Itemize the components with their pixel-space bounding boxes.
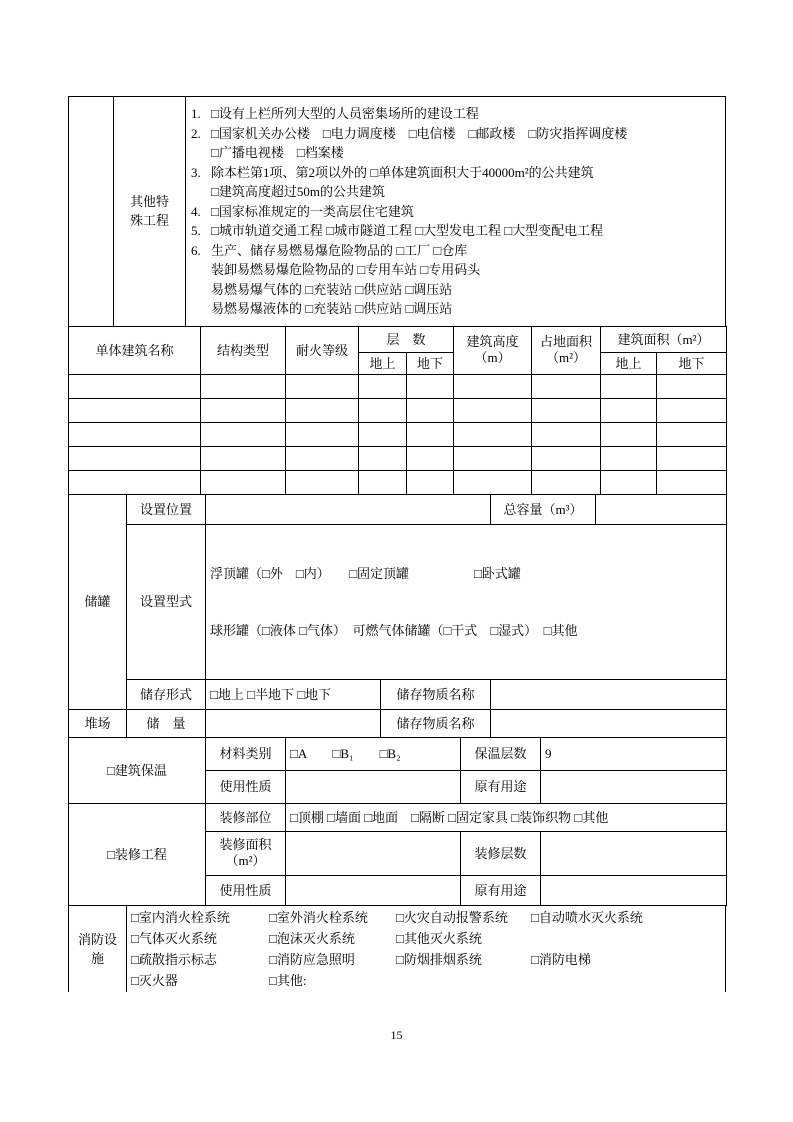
special-project-item	[191, 124, 721, 163]
checkbox-option[interactable]: □消防电梯	[531, 951, 591, 967]
building-cell-empty[interactable]	[407, 446, 454, 470]
tank-position-label: 设置位置	[127, 494, 206, 524]
decoration-original-use-value-cell[interactable]	[541, 875, 727, 905]
item-number: 2.	[191, 125, 201, 141]
fire-facilities-options	[127, 905, 726, 992]
checkbox-option[interactable]: □自动喷水灭火系统	[531, 909, 643, 925]
checkbox-options-line[interactable]: 浮顶罐（□外 □内） □固定顶罐 □卧式罐	[210, 565, 521, 581]
tank-type-label: 设置型式	[127, 524, 206, 679]
item-number: 5.	[191, 223, 201, 238]
building-cell-empty[interactable]	[601, 398, 657, 422]
fire-options-line	[131, 928, 721, 949]
fire-options-line	[131, 949, 721, 970]
tank-substance-name-value-cell[interactable]	[491, 679, 727, 709]
tank-substance-name-label: 储存物质名称	[381, 679, 491, 709]
building-cell-empty[interactable]	[69, 398, 201, 422]
insulation-row-label-checkbox[interactable]: □建筑保温	[69, 737, 206, 803]
building-cell-empty[interactable]	[454, 422, 532, 446]
checkbox-options-line[interactable]: 生产、储存易燃易爆危险物品的 □工厂 □仓库	[211, 242, 468, 258]
checkbox-option[interactable]: □疏散指示标志	[131, 951, 217, 967]
building-cell-empty[interactable]	[359, 470, 407, 494]
building-insulation-section	[68, 737, 727, 804]
special-project-item	[191, 241, 721, 319]
building-cell-empty[interactable]	[532, 398, 601, 422]
tank-total-capacity-value-cell[interactable]	[596, 494, 727, 524]
checkbox-option[interactable]: □防烟排烟系统	[396, 951, 482, 967]
decoration-row-label-checkbox[interactable]: □装修工程	[69, 803, 206, 905]
checkbox-options-line[interactable]: 除本栏第1项、第2项以外的 □单体建筑面积大于40000m²的公共建筑	[211, 164, 594, 180]
insulation-original-use-label: 原有用途	[461, 770, 541, 803]
header-floor-count: 层 数	[359, 326, 454, 352]
checkbox-options-line[interactable]: □城市轨道交通工程 □城市隧道工程 □大型发电工程 □大型变配电工程	[211, 223, 604, 238]
storage-tank-section	[68, 494, 727, 738]
header-fire-resistance-rating: 耐火等级	[286, 326, 359, 374]
decoration-usage-value-cell[interactable]	[286, 875, 461, 905]
checkbox-option[interactable]: □泡沫灭火系统	[269, 930, 355, 946]
insulation-usage-value-cell[interactable]	[286, 770, 461, 803]
checkbox-option[interactable]: □消防应急照明	[269, 951, 355, 967]
building-cell-empty[interactable]	[454, 470, 532, 494]
checkbox-option[interactable]: □灭火器	[131, 972, 178, 988]
building-info-table	[68, 326, 727, 495]
building-cell-empty[interactable]	[359, 374, 407, 398]
building-cell-empty[interactable]	[532, 446, 601, 470]
special-project-item	[191, 202, 721, 222]
checkbox-option[interactable]: □气体灭火系统	[131, 930, 217, 946]
tank-total-capacity-label: 总容量（m³）	[491, 494, 596, 524]
building-table-row	[69, 446, 727, 470]
building-cell-empty[interactable]	[69, 422, 201, 446]
fire-options-line	[131, 907, 721, 928]
checkbox-option[interactable]: □室外消火栓系统	[269, 909, 368, 925]
insulation-material-label: 材料类别	[206, 737, 286, 770]
checkbox-options-line[interactable]: □广播电视楼 □档案楼	[211, 145, 344, 160]
building-table-row	[69, 398, 727, 422]
header-floors-above: 地上	[359, 352, 407, 374]
building-table-row	[69, 470, 727, 494]
checkbox-option[interactable]: □火灾自动报警系统	[396, 909, 508, 925]
application-form-table	[68, 96, 726, 992]
other-special-projects-blank-cell	[69, 97, 114, 327]
header-floor-area: 建筑面积（m²）	[601, 326, 727, 352]
building-cell-empty[interactable]	[201, 398, 286, 422]
building-cell-empty[interactable]	[657, 422, 727, 446]
building-cell-empty[interactable]	[532, 422, 601, 446]
fire-facilities-section	[68, 905, 726, 992]
decoration-original-use-label: 原有用途	[461, 875, 541, 905]
header-area-below: 地下	[657, 352, 727, 374]
insulation-layers-label: 保温层数	[461, 737, 541, 770]
checkbox-options-line[interactable]: 易燃易爆气体的 □充装站 □供应站 □调压站	[211, 281, 453, 297]
special-project-item	[191, 221, 721, 241]
checkbox-options-line[interactable]: □国家标准规定的一类高层住宅建筑	[211, 203, 414, 219]
checkbox-options-line[interactable]: □顶棚 □墙面 □地面 □隔断 □固定家具 □装饰织物 □其他	[286, 803, 727, 831]
building-cell-empty[interactable]	[286, 398, 359, 422]
building-cell-empty[interactable]	[286, 446, 359, 470]
building-cell-empty[interactable]	[657, 470, 727, 494]
checkbox-option[interactable]: □其他:	[269, 972, 307, 988]
checkbox-options-line[interactable]: □A □B₁ □B₂	[286, 737, 461, 770]
checkbox-options-line[interactable]: 装卸易燃易爆危险物品的 □专用车站 □专用码头	[211, 262, 481, 277]
building-cell-empty[interactable]	[454, 398, 532, 422]
decoration-usage-label: 使用性质	[206, 875, 286, 905]
building-cell-empty[interactable]	[359, 446, 407, 470]
building-table-row	[69, 422, 727, 446]
building-cell-empty[interactable]	[286, 422, 359, 446]
header-building-height: 建筑高度 （m）	[454, 326, 532, 374]
header-area-above: 地上	[601, 352, 657, 374]
building-cell-empty[interactable]	[201, 470, 286, 494]
yard-quantity-label: 储 量	[127, 709, 206, 737]
building-cell-empty[interactable]	[407, 470, 454, 494]
decoration-floors-value-cell[interactable]	[541, 831, 727, 875]
decoration-part-label: 装修部位	[206, 803, 286, 831]
tank-type-options[interactable]	[206, 524, 727, 679]
building-cell-empty[interactable]	[454, 446, 532, 470]
checkbox-option[interactable]: □其他灭火系统	[396, 930, 482, 946]
insulation-usage-label: 使用性质	[206, 770, 286, 803]
building-cell-empty[interactable]	[407, 422, 454, 446]
building-cell-empty[interactable]	[201, 422, 286, 446]
checkbox-options-line[interactable]: 球形罐（□液体 □气体） 可燃气体储罐（□干式 □湿式） □其他	[210, 622, 578, 638]
building-cell-empty[interactable]	[407, 374, 454, 398]
row-label-line: 殊工程	[129, 213, 169, 229]
decoration-area-label: 装修面积 （m²）	[206, 831, 286, 875]
building-cell-empty[interactable]	[657, 374, 727, 398]
header-footprint-area: 占地面积 （m²）	[532, 326, 601, 374]
building-cell-empty[interactable]	[601, 374, 657, 398]
fire-facilities-row-label	[69, 905, 127, 992]
tank-position-value-cell[interactable]	[206, 494, 491, 524]
building-cell-empty[interactable]	[407, 398, 454, 422]
yard-quantity-value-cell[interactable]	[206, 709, 381, 737]
building-cell-empty[interactable]	[286, 374, 359, 398]
building-cell-empty[interactable]	[359, 398, 407, 422]
building-cell-empty[interactable]	[657, 398, 727, 422]
row-label-line: 其他特	[129, 194, 169, 210]
building-cell-empty[interactable]	[69, 446, 201, 470]
building-cell-empty[interactable]	[201, 374, 286, 398]
special-project-item	[191, 104, 721, 124]
fire-options-line	[131, 970, 721, 991]
row-label-line: 施	[90, 950, 104, 966]
tank-row-label: 储罐	[69, 494, 127, 709]
insulation-layers-value[interactable]: 9	[541, 737, 727, 770]
building-cell-empty[interactable]	[69, 470, 201, 494]
header-structure-type: 结构类型	[201, 326, 286, 374]
insulation-original-use-value-cell[interactable]	[541, 770, 727, 803]
header-building-name: 单体建筑名称	[69, 326, 201, 374]
building-cell-empty[interactable]	[286, 470, 359, 494]
page-number: 15	[390, 1028, 403, 1042]
checkbox-options-line[interactable]: □地上 □半地下 □地下	[206, 679, 381, 709]
building-table-row	[69, 374, 727, 398]
checkbox-option[interactable]: □室内消火栓系统	[131, 909, 230, 925]
item-number: 1.	[191, 106, 201, 121]
building-cell-empty[interactable]	[532, 470, 601, 494]
building-cell-empty[interactable]	[454, 374, 532, 398]
building-cell-empty[interactable]	[601, 422, 657, 446]
other-special-projects-section	[68, 96, 726, 327]
building-cell-empty[interactable]	[532, 374, 601, 398]
yard-substance-name-label: 储存物质名称	[381, 709, 491, 737]
checkbox-options-line[interactable]: 易燃易爆液体的 □充装站 □供应站 □调压站	[211, 301, 453, 316]
building-cell-empty[interactable]	[601, 470, 657, 494]
building-cell-empty[interactable]	[69, 374, 201, 398]
header-floors-below: 地下	[407, 352, 454, 374]
building-cell-empty[interactable]	[601, 446, 657, 470]
item-number: 3.	[191, 164, 201, 180]
building-cell-empty[interactable]	[359, 422, 407, 446]
row-label-line: 消防设	[77, 931, 117, 947]
building-cell-empty[interactable]	[657, 446, 727, 470]
decoration-floors-label: 装修层数	[461, 831, 541, 875]
special-project-item	[191, 163, 721, 202]
tank-storage-form-label: 储存形式	[127, 679, 206, 709]
checkbox-options-line[interactable]: □设有上栏所列大型的人员密集场所的建设工程	[211, 106, 479, 121]
other-special-projects-row-label	[114, 97, 186, 327]
yard-row-label: 堆场	[69, 709, 127, 737]
yard-substance-name-value-cell[interactable]	[491, 709, 727, 737]
decoration-area-value-cell[interactable]	[286, 831, 461, 875]
other-special-projects-content	[186, 97, 726, 327]
item-number: 6.	[191, 242, 201, 258]
item-number: 4.	[191, 203, 201, 219]
checkbox-options-line[interactable]: □建筑高度超过50m的公共建筑	[211, 184, 385, 199]
checkbox-options-line[interactable]: □国家机关办公楼 □电力调度楼 □电信楼 □邮政楼 □防灾指挥调度楼	[211, 125, 628, 141]
building-cell-empty[interactable]	[201, 446, 286, 470]
decoration-project-section	[68, 803, 727, 906]
